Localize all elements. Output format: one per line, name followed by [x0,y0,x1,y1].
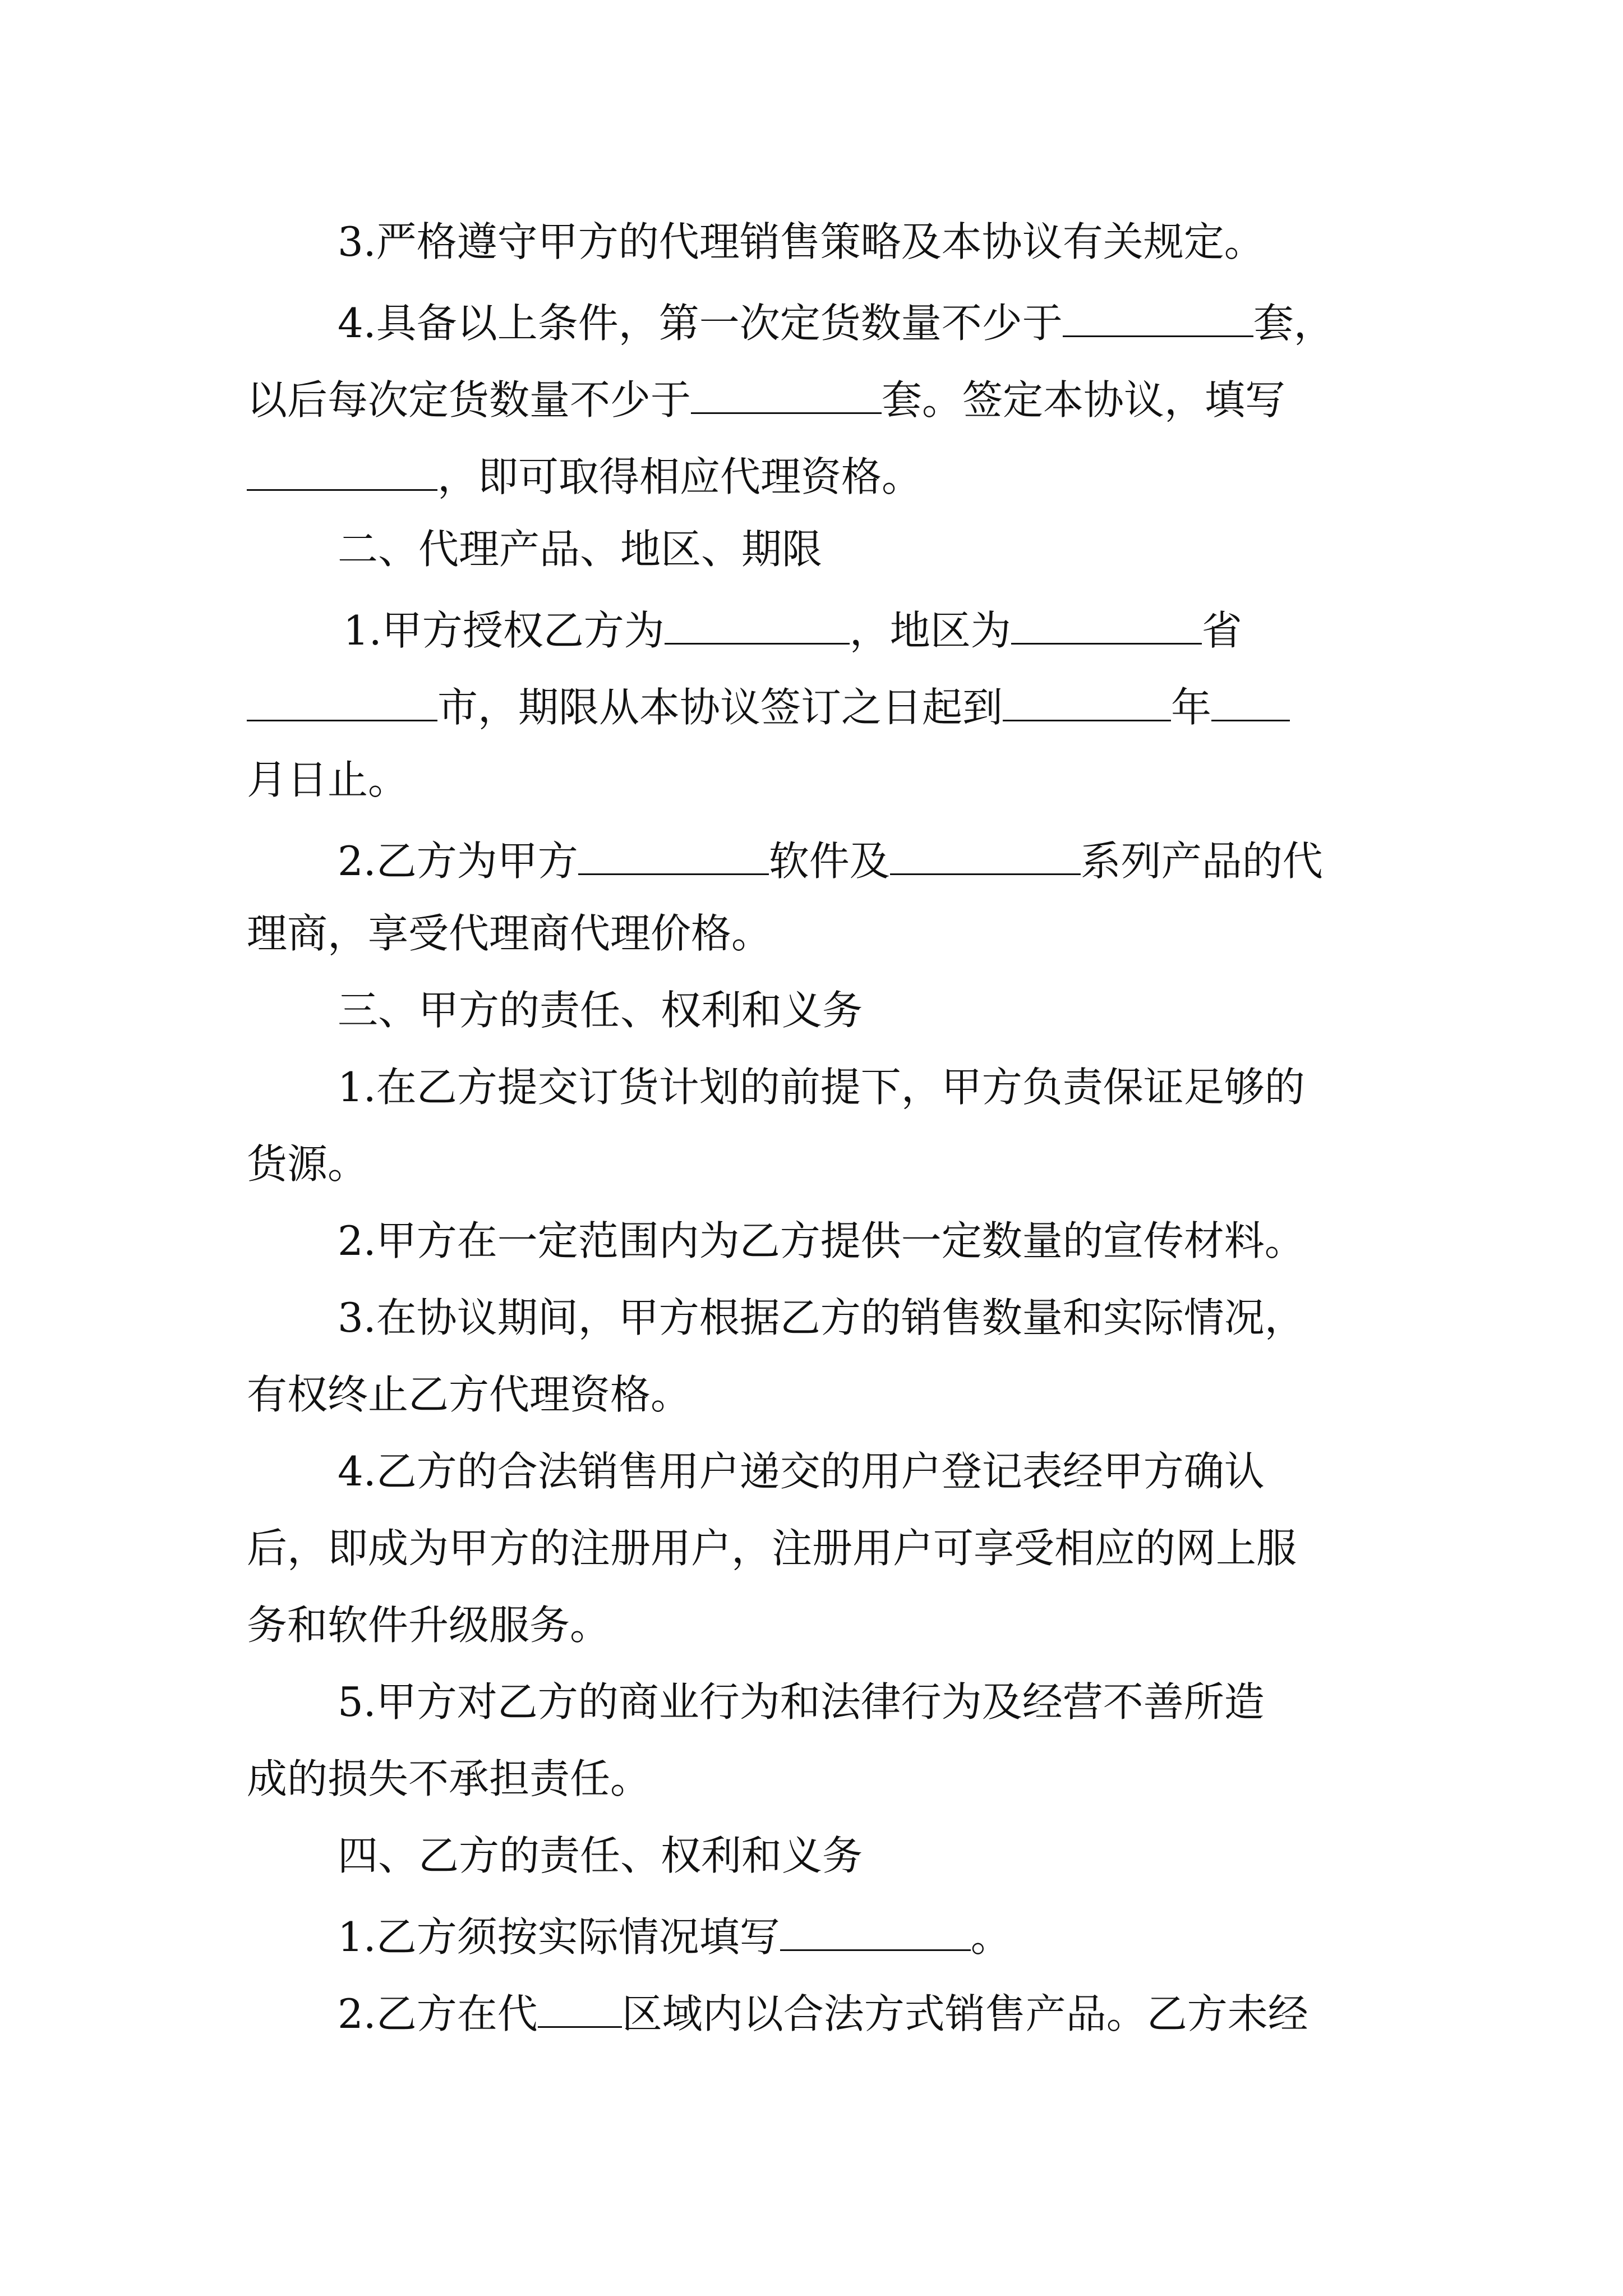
clause-3-item-3-line-2 [247,1371,691,1419]
clause-text: 2.乙方为甲方 [338,838,578,885]
clause-text: 系列产品的代 [1080,838,1323,885]
clause-1-item-4-line-2 [247,375,1286,424]
clause-text: 套。签定本协议，填写 [882,376,1286,424]
clause-text: 软件及 [768,838,890,885]
clause-4-item-1 [338,1912,1011,1961]
clause-3-item-1-line-1 [338,1064,1305,1112]
fill-blank [691,375,882,414]
clause-text: 套， [1253,300,1334,347]
clause-text: 区域内以合法方式销售产品。乙方未经 [621,1990,1308,2037]
clause-2-item-1-line-3 [247,756,409,804]
section-3-heading [338,987,863,1035]
fill-blank [890,836,1081,875]
clause-text: 3.严格遵守甲方的代理销售策略及本协议有关规定。 [338,218,1265,265]
clause-text: 3.在协议期间，甲方根据乙方的销售数量和实际情况， [338,1294,1305,1341]
clause-text: 4.乙方的合法销售用户递交的用户登记表经甲方确认 [338,1448,1265,1495]
clause-3-item-5-line-2 [247,1755,651,1803]
clause-text: 省 [1201,607,1242,654]
clause-text: 1.甲方授权乙方为 [343,607,665,654]
clause-text: 1.在乙方提交订货计划的前提下，甲方负责保证足够的 [338,1064,1305,1111]
clause-text: 2.乙方在代 [338,1990,538,2037]
clause-2-item-1-line-2 [247,683,1290,731]
clause-3-item-3-line-1 [338,1294,1305,1342]
fill-blank [1011,606,1202,645]
clause-1-item-4-line-3 [247,452,923,500]
fill-blank [780,1912,971,1951]
fill-blank [1063,298,1253,337]
clause-2-item-2-line-1 [338,836,1323,885]
clause-text: 市，期限从本协议签订之日起到 [437,684,1003,731]
clause-text: 2.甲方在一定范围内为乙方提供一定数量的宣传材料。 [338,1217,1305,1264]
fill-blank [665,606,850,645]
clause-text: 5.甲方对乙方的商业行为和法律行为及经营不善所造 [338,1678,1265,1726]
clause-3-item-2 [338,1217,1305,1266]
clause-1-item-3 [338,218,1265,266]
clause-text: 理商，享受代理商代理价格。 [247,910,772,957]
section-2-heading [338,526,823,574]
clause-2-item-2-line-2 [247,910,772,958]
section-title: 四、乙方的责任、权利和义务 [338,1832,863,1879]
clause-text: 务和软件升级服务。 [247,1602,611,1649]
section-title: 二、代理产品、地区、期限 [338,526,823,573]
clause-3-item-4-line-1 [338,1448,1265,1496]
clause-text: ，即可取得相应代理资格。 [437,453,923,500]
fill-blank [1003,683,1171,721]
clause-text: ，地区为 [849,607,1011,654]
section-title: 三、甲方的责任、权利和义务 [338,987,863,1034]
fill-blank [578,836,769,875]
clause-text: 4.具备以上条件，第一次定货数量不少于 [338,300,1063,347]
clause-3-item-4-line-2 [247,1525,1297,1573]
clause-text: 货源。 [247,1140,368,1188]
clause-2-item-1-line-1 [343,606,1242,654]
section-4-heading [338,1832,863,1880]
clause-3-item-4-line-3 [247,1602,611,1650]
clause-text: 年 [1171,684,1212,731]
clause-text: 后，即成为甲方的注册用户，注册用户可享受相应的网上服 [247,1525,1297,1572]
fill-blank [538,1989,622,2028]
clause-3-item-1-line-2 [247,1140,368,1189]
clause-text: 成的损失不承担责任。 [247,1755,651,1802]
clause-3-item-5-line-1 [338,1678,1265,1727]
clause-4-item-2 [338,1989,1308,2037]
clause-text: 1.乙方须按实际情况填写 [338,1913,780,1961]
clause-text: 月日止。 [247,756,409,803]
fill-blank [247,452,437,491]
clause-text: 以后每次定货数量不少于 [247,376,691,424]
clause-text: 有权终止乙方代理资格。 [247,1371,691,1418]
clause-1-item-4-line-1 [338,298,1334,347]
fill-blank [247,683,437,721]
clause-text: 。 [970,1913,1011,1961]
fill-blank [1211,683,1290,721]
